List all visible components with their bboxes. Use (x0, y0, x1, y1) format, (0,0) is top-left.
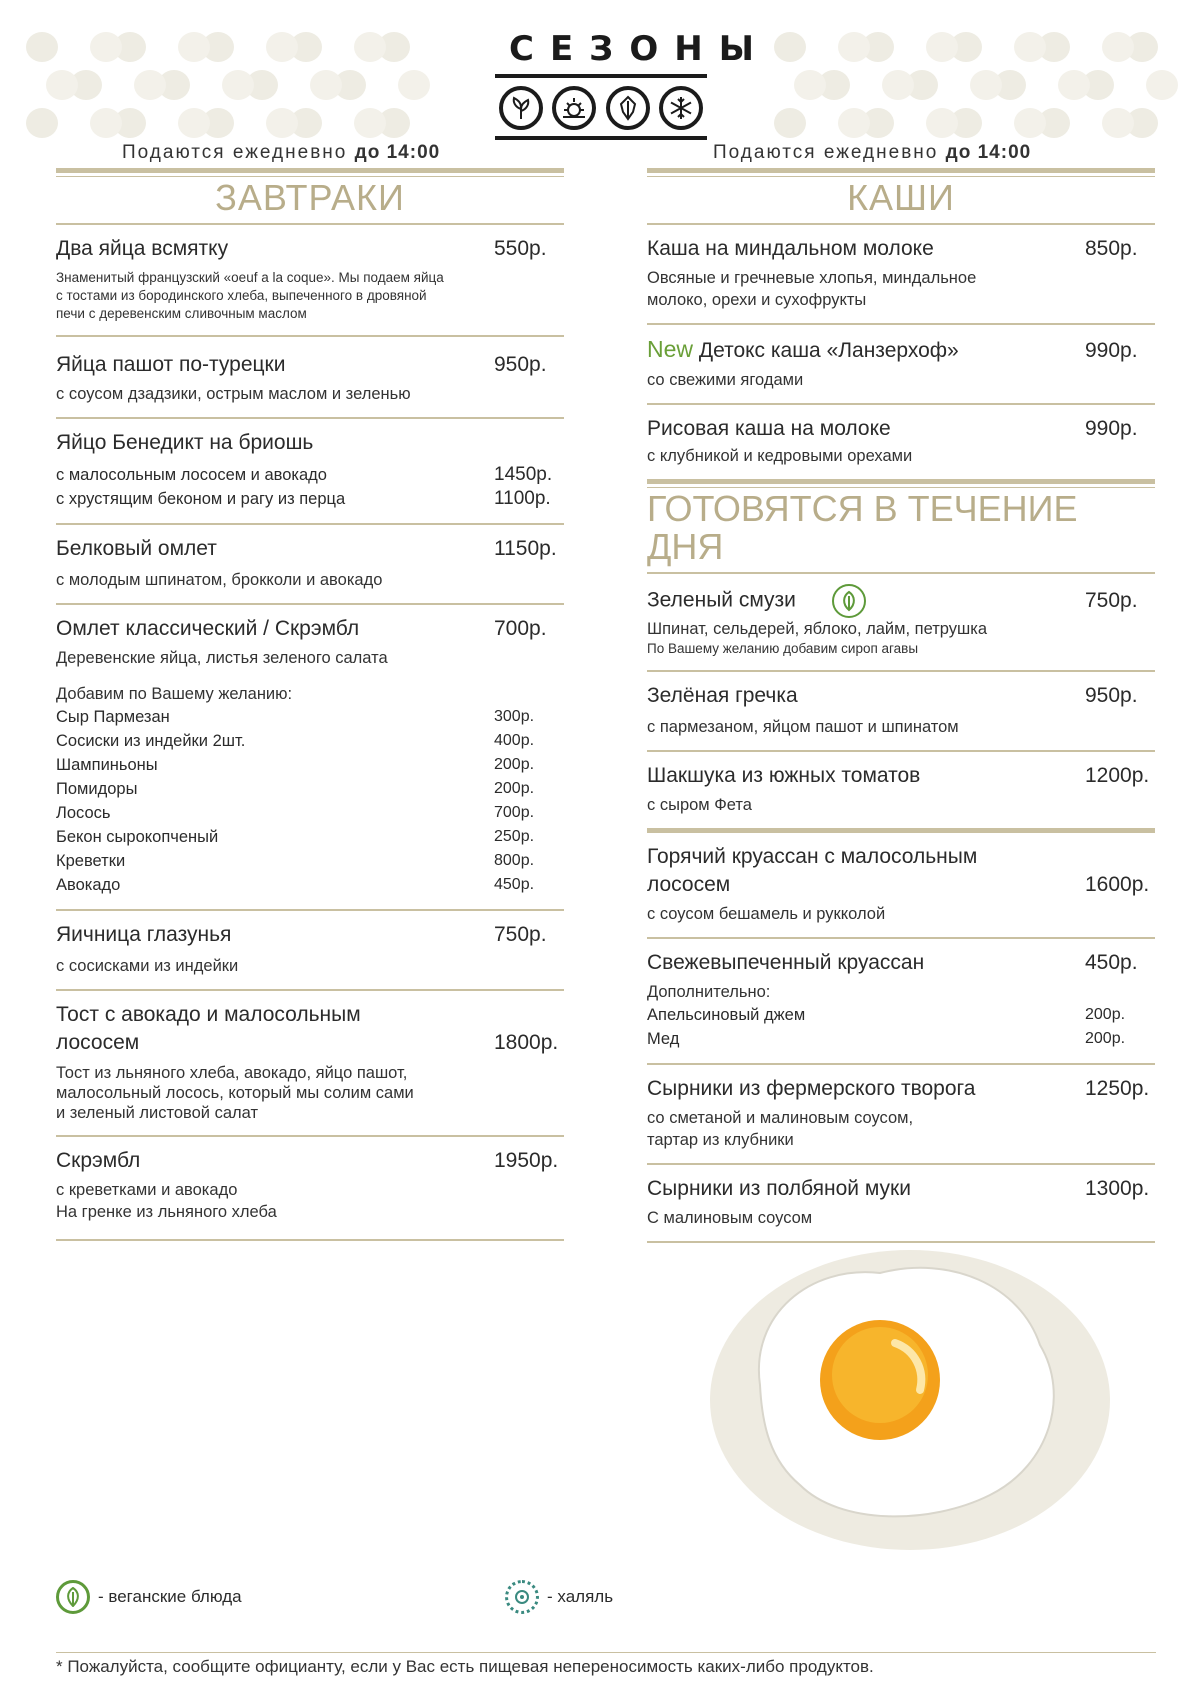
vegan-leaf-icon (832, 584, 866, 618)
menu-item: Сырники из фермерского творога 1250р. со сметаной и малиновым соусом, тартар из клубники (647, 1065, 1155, 1165)
item-description: с соусом дзадзики, острым маслом и зеленью (56, 385, 411, 403)
decorative-pattern-left (22, 28, 418, 140)
legend-halal: - халяль (505, 1580, 613, 1614)
new-badge: New (647, 336, 694, 362)
menu-item: Два яйца всмятку 550р. Знаменитый французский «oeuf a la coque». Мы подаем яйца с тостами из бородинского хлеба, выпеченного в дровяной печи с деревенским сливочным маслом (56, 225, 564, 337)
allergy-footnote: * Пожалуйста, сообщите официанту, если у Вас есть пищевая непереносимость каких-либо продуктов. (56, 1652, 1156, 1677)
winter-icon (659, 86, 703, 130)
served-note-right: Подаются ежедневно до 14:00 (713, 142, 1032, 163)
spring-icon (499, 86, 543, 130)
brand-logo (495, 29, 770, 140)
vegan-leaf-icon (56, 1580, 90, 1614)
menu-item: New Детокс каша «Ланзерхоф» 990р. со свежими ягодами (647, 325, 1155, 405)
breakfast-section-header (56, 168, 564, 225)
item-description: с молодым шпинатом, брокколи и авокадо (56, 571, 383, 589)
item-description: Деревенские яйца, листья зеленого салата (56, 649, 388, 667)
menu-item: Омлет классический / Скрэмбл 700р. Деревенские яйца, листья зеленого салата Добавим по Вашему желанию: Сыр Пармезан 300р. Сосиски из индейки 2шт. 400р. Шампиньоны 200р. Помидоры 200р. Лосось 700р. Бекон сырокопченый 250р. Креветки 800р. Авокадо 450р. (56, 605, 564, 911)
menu-item: Горячий круассан с малосольным лососем 1600р. с соусом бешамель и рукколой (647, 833, 1155, 939)
allday-section-header (647, 479, 1155, 574)
menu-item: Шакшука из южных томатов 1200р. с сыром Фета (647, 752, 1155, 833)
menu-item: Яичница глазунья 750р. с сосисками из индейки (56, 911, 564, 991)
legend-vegan: - веганские блюда (56, 1580, 242, 1614)
porridge-column (647, 168, 1155, 1243)
autumn-icon (606, 86, 650, 130)
decorative-pattern-right (770, 28, 1166, 140)
allday-title: ГОТОВЯТСЯ В ТЕЧЕНИЕ ДНЯ (647, 488, 1078, 567)
menu-item: Яйца пашот по-турецки 950р. с соусом дзадзики, острым маслом и зеленью (56, 337, 564, 419)
season-icons (495, 78, 707, 130)
served-note-left: Подаются ежедневно до 14:00 (122, 142, 441, 163)
menu-item: Каша на миндальном молоке 850р. Овсяные и гречневые хлопья, миндальное молоко, орехи и сухофрукты (647, 225, 1155, 325)
brand-name: СЕЗОНЫ (509, 29, 770, 69)
menu-item: Зеленый смузи 750р. Шпинат, сельдерей, яблоко, лайм, петрушка По Вашему желанию добавим сироп агавы (647, 574, 1155, 672)
porridge-section-header (647, 168, 1155, 225)
menu-item: Зелёная гречка 950р. с пармезаном, яйцом пашот и шпинатом (647, 672, 1155, 752)
addons-title: Добавим по Вашему желанию: (56, 685, 293, 703)
item-description: с сосисками из индейки (56, 957, 239, 975)
breakfast-column (56, 168, 564, 1241)
summer-icon (552, 86, 596, 130)
brand-rule-bottom (495, 136, 707, 140)
porridge-title: КАШИ (847, 177, 955, 218)
menu-item: Свежевыпеченный круассан 450р. Дополнительно: Апельсиновый джем 200р. Мед 200р. (647, 939, 1155, 1065)
fried-egg-illustration (690, 1225, 1130, 1565)
menu-item: Яйцо Бенедикт на бриошь с малосольным лососем и авокадо 1450р. с хрустящим беконом и рагу из перца 1100р. (56, 419, 564, 525)
breakfast-title: ЗАВТРАКИ (215, 177, 405, 218)
menu-item: Рисовая каша на молоке 990р. с клубникой и кедровыми орехами (647, 417, 1138, 465)
menu-item: Сырники из полбяной муки 1300р. С малиновым соусом (647, 1165, 1155, 1243)
item-description: Знаменитый французский «oeuf a la coque». Мы подаем яйца с тостами из бородинского хлеба, выпеченного в дровяной печи с деревенским сливочным маслом (56, 270, 444, 321)
menu-item: Белковый омлет 1150р. с молодым шпинатом, брокколи и авокадо (56, 525, 564, 605)
halal-icon (505, 1580, 539, 1614)
menu-item: Тост с авокадо и малосольным лососем 1800р. Тост из льняного хлеба, авокадо, яйцо пашот, малосольный лосось, который мы солим сами и зеленый листовой салат (56, 991, 564, 1137)
menu-item: Скрэмбл 1950р. с креветками и авокадо На гренке из льняного хлеба (56, 1137, 564, 1241)
